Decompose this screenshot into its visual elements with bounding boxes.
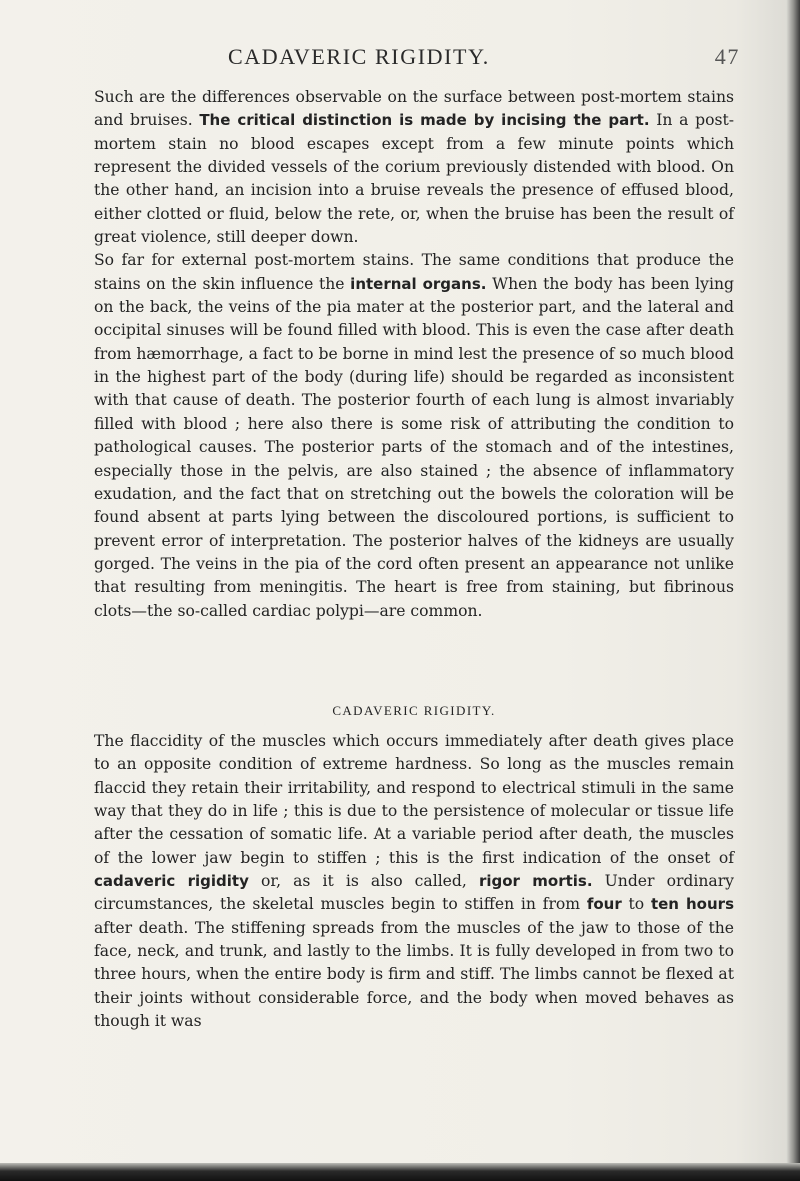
paragraph-text: The flaccidity of the muscles which occurs immediately after death gives place to an opposite condition of extreme hardness. So long as the muscles remain flaccid they retain their irritability, and respond to electrical stimuli in the same way that they do in life ; this is due to the persistence of molecular or tissue life after the cessation of somatic life. At a variable period after death, the muscles of the lower jaw begin to stiffen ; this is the first indication of the onset of (94, 732, 734, 867)
page-number: 47 (714, 44, 740, 69)
running-head: CADAVERIC RIGIDITY. (228, 44, 490, 69)
paragraph-text: to (621, 895, 651, 914)
bold-phrase: rigor mortis. (478, 872, 593, 891)
paragraph-text: after death. The stiffening spreads from the muscles of the jaw to those of the face, neck, and trunk, and lastly to the limbs. It is fully developed in from two to three hours, when the entire body is firm and stiff. The limbs cannot be flexed at their joints without considerable force, and the body when moved behaves as though it was (94, 918, 734, 1031)
paragraph-text: Such are the differences observable on the surface between post-mortem stains and bruises. (94, 88, 734, 130)
page-edge-shadow (786, 0, 800, 1181)
paragraph-post-mortem-stains (94, 86, 734, 249)
bold-phrase: four (586, 895, 622, 914)
section-heading: CADAVERIC RIGIDITY. (332, 703, 496, 718)
section-body-text (94, 730, 734, 1033)
paragraph-text: When the body has been lying on the back, the veins of the pia mater at the posterior part, and the lateral and occipital sinuses will be found filled with blood. This is even the case after death from hæmorrhage, a fact to be borne in mind lest the presence of so much blood in the highest part of the body (during life) should be regarded as inconsistent with that cause of death. The posterior fourth of each lung is almost invariably filled with blood ; here also there is some risk of attributing the condition to pathological causes. The posterior parts of the stomach and of the intestines, especially those in the pelvis, are also stained ; the absence of inflammatory exudation, and the fact that on stretching out the bowels the coloration will be found absent at parts lying between the discoloured portions, is sufficient to prevent error of interpretation. The posterior halves of the kidneys are usually gorged. The veins in the pia of the cord often present an appearance not unlike that resulting from meningitis. The heart is free from staining, but fibrinous clots—the so-called cardiac polypi—are common. (94, 274, 735, 620)
paragraph-text: So far for external post-mortem stains. The same conditions that produce the stains on the skin influence the (94, 251, 734, 293)
bold-phrase: The critical distinction is made by incising the part. (199, 111, 650, 130)
paragraph-cadaveric-rigidity (94, 730, 734, 1033)
bold-phrase: cadaveric rigidity (94, 872, 249, 891)
paragraph-text: or, as it is also called, (248, 872, 479, 891)
page-header (100, 44, 740, 74)
bold-phrase: ten hours (650, 895, 734, 914)
page-bottom-shadow (0, 1163, 800, 1181)
bold-phrase: internal organs. (350, 274, 487, 293)
paragraph-text: In a post-mortem stain no blood escapes except from a few minute points which represent the divided vessels of the corium previously distended with blood. On the other hand, an incision into a bruise reveals the presence of effused blood, either clotted or fluid, below the rete, or, when the bruise has been the result of great violence, still deeper down. (94, 111, 734, 247)
body-text (94, 86, 734, 623)
paragraph-text: Under ordinary circumstances, the skeletal muscles begin to stiffen in from (94, 872, 734, 914)
paragraph-internal-organs (94, 249, 734, 623)
